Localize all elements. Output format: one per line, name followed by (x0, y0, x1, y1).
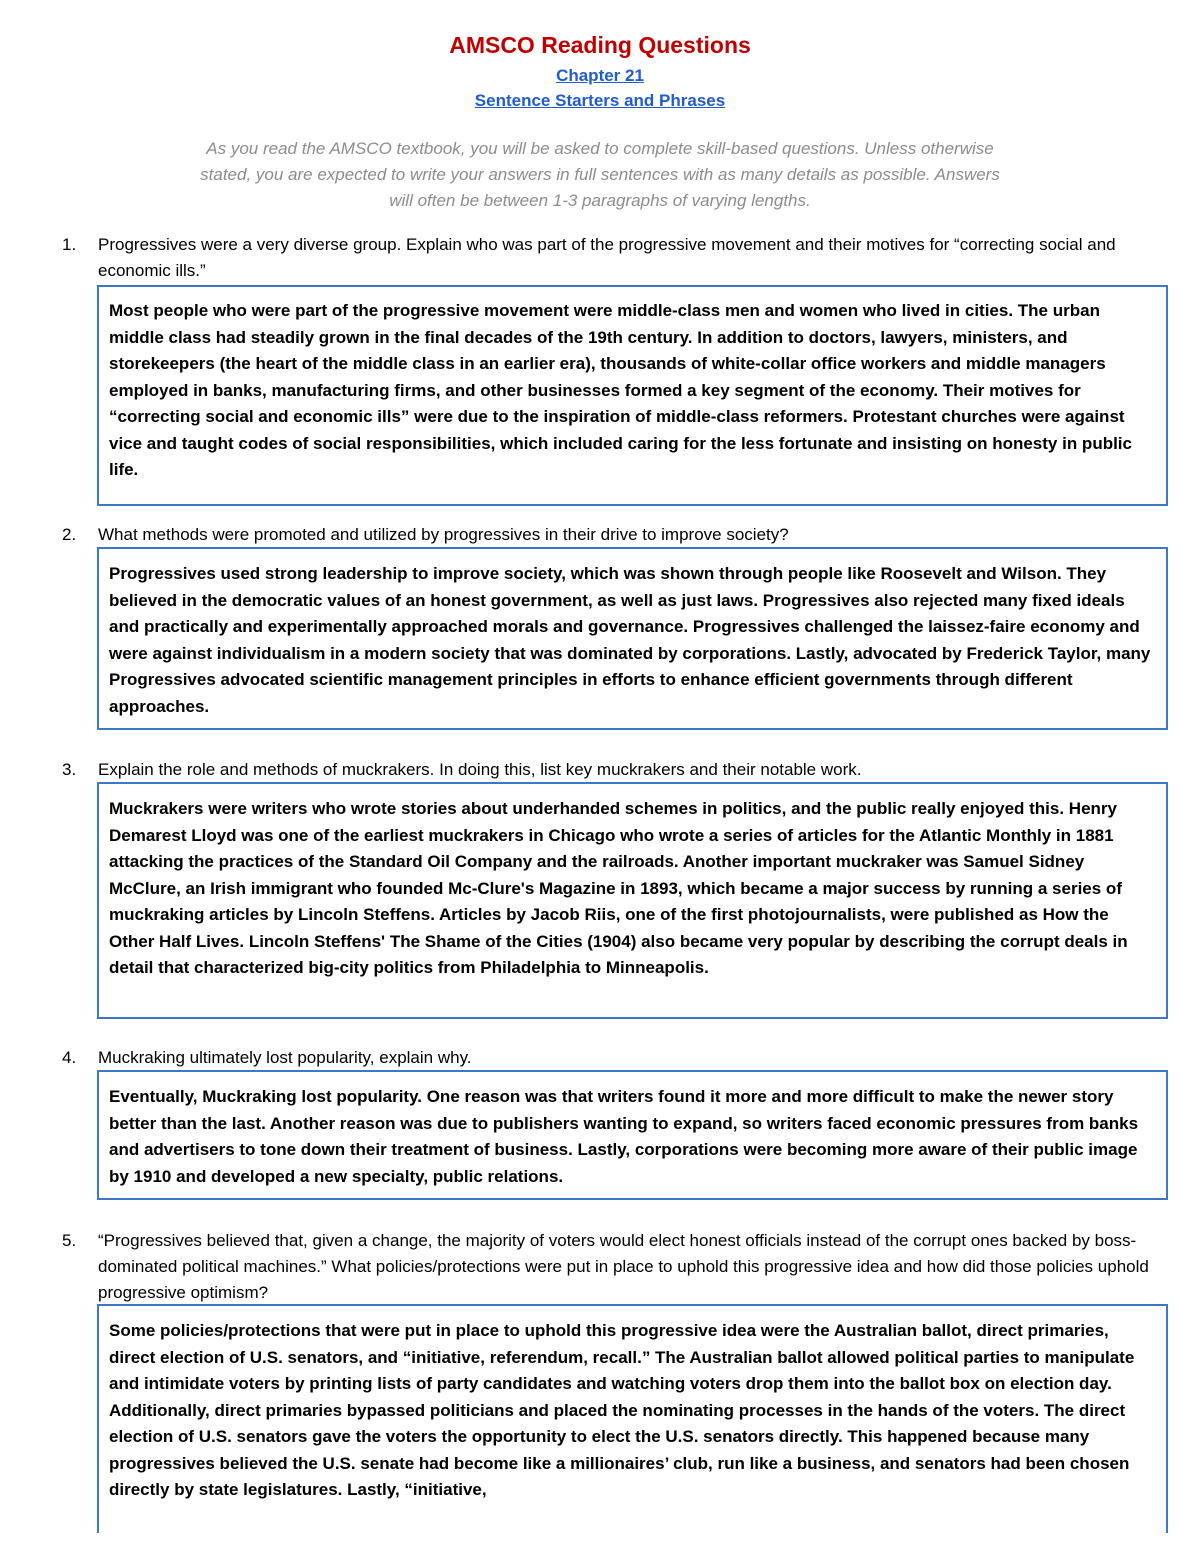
question-number: 3. (62, 760, 77, 779)
page-title: AMSCO Reading Questions (449, 32, 751, 58)
question-text: What methods were promoted and utilized by progressives in their drive to improve society? (98, 525, 789, 544)
answer-box-5[interactable]: Some policies/protections that were put in place to uphold this progressive idea were the Australian ballot, direct primaries, direct election of U.S. senators, and “initiative, referendum, recall.” The Australian ballot allowed political parties to manipulate and intimidate voters by printing lists of party candidates and watching voters drop them into the ballot box on election day. Additionally, direct primaries bypassed politicians and placed the nominating processes in the hands of the voters. The direct election of U.S. senators gave the voters the opportunity to elect the U.S. senators directly. This happened because many progressives believed the U.S. senate had become like a millionaires’ club, run like a business, and senators had been chosen directly by state legislatures. Lastly, “initiative, (97, 1304, 1168, 1533)
question-number: 5. (62, 1231, 77, 1250)
question-2 (62, 522, 1172, 548)
question-number: 1. (62, 235, 77, 254)
question-number: 4. (62, 1048, 77, 1067)
answer-box-3[interactable]: Muckrakers were writers who wrote stories about underhanded schemes in politics, and the public really enjoyed this. Henry Demarest Lloyd was one of the earliest muckrakers in Chicago who wrote a series of articles for the Atlantic Monthly in 1881 attacking the practices of the Standard Oil Company and the railroads. Another important muckraker was Samuel Sidney McClure, an Irish immigrant who founded Mc-Clure's Magazine in 1893, which became a major success by running a series of muckraking articles by Lincoln Steffens. Articles by Jacob Riis, one of the first photojournalists, were published as How the Other Half Lives. Lincoln Steffens' The Shame of the Cities (1904) also became very popular by describing the corrupt deals in detail that characterized big-city politics from Philadelphia to Minneapolis. (97, 782, 1168, 1019)
question-3 (62, 757, 1172, 783)
answer-box-1[interactable]: Most people who were part of the progressive movement were middle-class men and women who lived in cities. The urban middle class had steadily grown in the final decades of the 19th century. In addition to doctors, lawyers, ministers, and storekeepers (the heart of the middle class in an earlier era), thousands of white-collar office workers and middle managers employed in banks, manufacturing firms, and other businesses formed a key segment of the economy. Their motives for “correcting social and economic ills” were due to the inspiration of middle-class reformers. Protestant churches were against vice and taught codes of social responsibilities, which included caring for the less fortunate and insisting on honesty in public life. (97, 285, 1168, 506)
answer-box-2[interactable]: Progressives used strong leadership to improve society, which was shown through people like Roosevelt and Wilson. They believed in the democratic values of an honest government, as well as just laws. Progressives also rejected many fixed ideals and practically and experimentally approached morals and governance. Progressives challenged the laissez-faire economy and were against individualism in a modern society that was dominated by corporations. Lastly, advocated by Frederick Taylor, many Progressives advocated scientific management principles in efforts to enhance efficient governments through different approaches. (97, 547, 1168, 730)
question-5 (62, 1228, 1172, 1306)
sentence-starters-link[interactable]: Sentence Starters and Phrases (474, 91, 726, 110)
question-text: “Progressives believed that, given a change, the majority of voters would elect honest officials instead of the corrupt ones backed by boss-dominated political machines.” What policies/protections were put in place to uphold this progressive idea and how did those policies uphold progressive optimism? (98, 1231, 1149, 1302)
question-number: 2. (62, 525, 77, 544)
question-1 (62, 232, 1172, 284)
answer-box-4[interactable]: Eventually, Muckraking lost popularity. One reason was that writers found it more and more difficult to make the newer story better than the last. Another reason was due to publishers wanting to expand, so writers faced economic pressures from banks and advertisers to tone down their treatment of business. Lastly, corporations were becoming more aware of their public image by 1910 and developed a new specialty, public relations. (97, 1070, 1168, 1200)
chapter-link[interactable]: Chapter 21 (556, 66, 644, 85)
instructions-text: As you read the AMSCO textbook, you will be asked to complete skill-based questions. Unless otherwise stated, you are expected to write your answers in full sentences with as many details as possible. Answers will often be between 1-3 paragraphs of varying lengths. (200, 139, 1000, 210)
question-4 (62, 1045, 1172, 1071)
question-text: Muckraking ultimately lost popularity, explain why. (98, 1048, 472, 1067)
question-text: Progressives were a very diverse group. Explain who was part of the progressive movement and their motives for “correcting social and economic ills.” (98, 235, 1116, 280)
question-text: Explain the role and methods of muckrakers. In doing this, list key muckrakers and their notable work. (98, 760, 862, 779)
